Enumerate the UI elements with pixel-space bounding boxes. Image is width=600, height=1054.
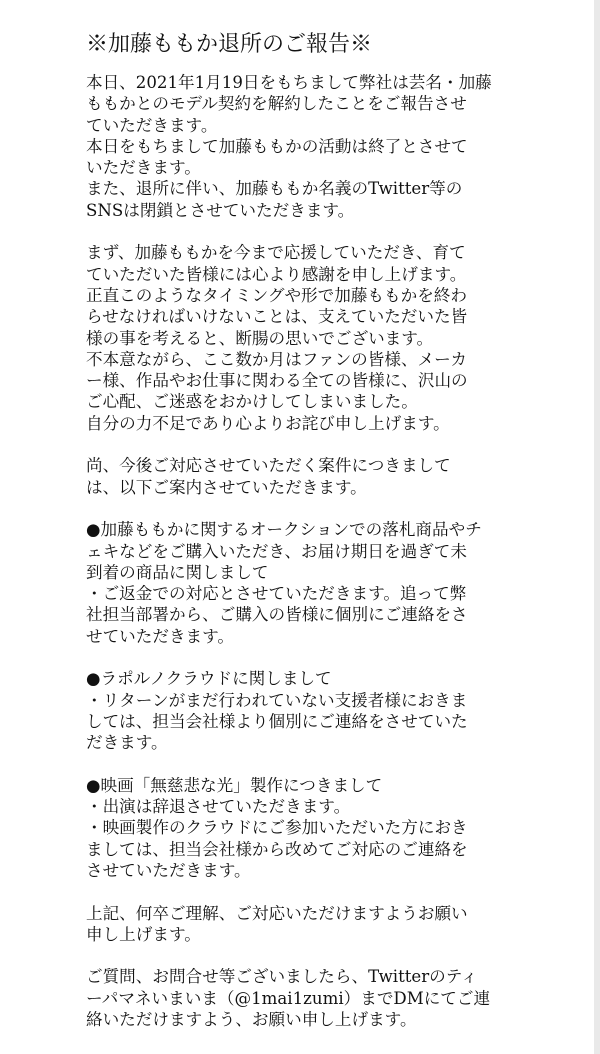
text-line: させていただきます。	[86, 860, 251, 880]
text-line: は、以下ご案内させていただきます。	[86, 477, 367, 497]
text-line: 申し上げます。	[86, 924, 201, 944]
text-line: ●ラポルノクラウドに関しまして	[86, 669, 332, 689]
text-line: だきます。	[86, 733, 168, 753]
text-line: 尚、今後ご対応させていただく案件につきまして	[86, 456, 451, 476]
text-line: ・リターンがまだ行われていない支援者様におきま	[86, 690, 468, 710]
paragraph-gap	[86, 221, 526, 242]
paragraph-gap	[86, 647, 526, 668]
text-line: 絡いただけますよう、お願い申し上げます。	[86, 1010, 417, 1030]
text-line: いただきます。	[86, 158, 201, 178]
text-line: ももかとのモデル契約を解約したことをご報告させ	[86, 94, 467, 114]
text-line: 本日、2021年1月19日をもちまして弊社は芸名・加藤	[86, 73, 492, 92]
text-line: 到着の商品に関しまして	[86, 562, 269, 582]
text-line: ・出演は辞退させていただきます。	[86, 797, 351, 817]
text-line: 様の事を考えると、断腸の思いでございます。	[86, 328, 434, 348]
text-line: らせなければいけないことは、支えていただいた皆	[86, 307, 468, 327]
text-line: ー様、作品やお仕事に関わる全ての皆様に、沢山の	[86, 371, 468, 391]
text-line: まず、加藤ももかを今まで応援していただき、育て	[86, 243, 466, 263]
announcement-body	[86, 72, 526, 1030]
paragraph-gap	[86, 881, 526, 902]
page-title: ※加藤ももか退所のご報告※	[86, 32, 373, 57]
text-line: しては、担当会社様より個別にご連絡をさせていた	[86, 711, 468, 731]
text-line: 不本意ながら、ここ数か月はファンの皆様、メーカ	[86, 349, 467, 369]
paragraph-gap	[86, 434, 526, 455]
text-line: 自分の力不足であり心よりお詫び申し上げます。	[86, 413, 450, 433]
text-line: ご心配、ご迷惑をおかけしてしまいました。	[86, 392, 418, 412]
page-edge-shadow	[594, 0, 600, 1054]
text-line: ていただきます。	[86, 115, 218, 135]
text-line: また、退所に伴い、加藤ももか名義のTwitter等の	[86, 179, 463, 199]
paragraph-gap	[86, 498, 526, 519]
text-line: ●加藤ももかに関するオークションでの落札商品やチ	[86, 520, 482, 540]
text-line: ・ご返金での対応とさせていただきます。追って弊	[86, 584, 467, 604]
text-line: ーパマネいまいま（@1mai1zumi）までDMにてご連	[86, 988, 491, 1008]
text-line: SNSは閉鎖とさせていただきます。	[86, 200, 355, 220]
paragraph-gap	[86, 945, 526, 966]
text-line: 社担当部署から、ご購入の皆様に個別にご連絡をさ	[86, 605, 468, 625]
paragraph-gap	[86, 754, 526, 775]
text-line: ていただいた皆様には心より感謝を申し上げます。	[86, 264, 467, 284]
text-line: 上記、何卒ご理解、ご対応いただけますようお願い	[86, 903, 468, 923]
text-line: ●映画「無慈悲な光」製作につきまして	[86, 775, 383, 795]
text-line: せていただきます。	[86, 626, 235, 646]
text-line: ェキなどをご購入いただき、お届け期日を過ぎて未	[86, 541, 467, 561]
text-line: ご質問、お問合せ等ございましたら、Twitterのティ	[86, 967, 478, 987]
text-line: 本日をもちまして加藤ももかの活動は終了とさせて	[86, 136, 468, 156]
text-line: 正直このようなタイミングや形で加藤ももかを終わ	[86, 285, 467, 305]
text-line: ましては、担当会社様から改めてご対応のご連絡を	[86, 839, 468, 859]
text-line: ・映画製作のクラウドにご参加いただいた方におき	[86, 818, 468, 838]
